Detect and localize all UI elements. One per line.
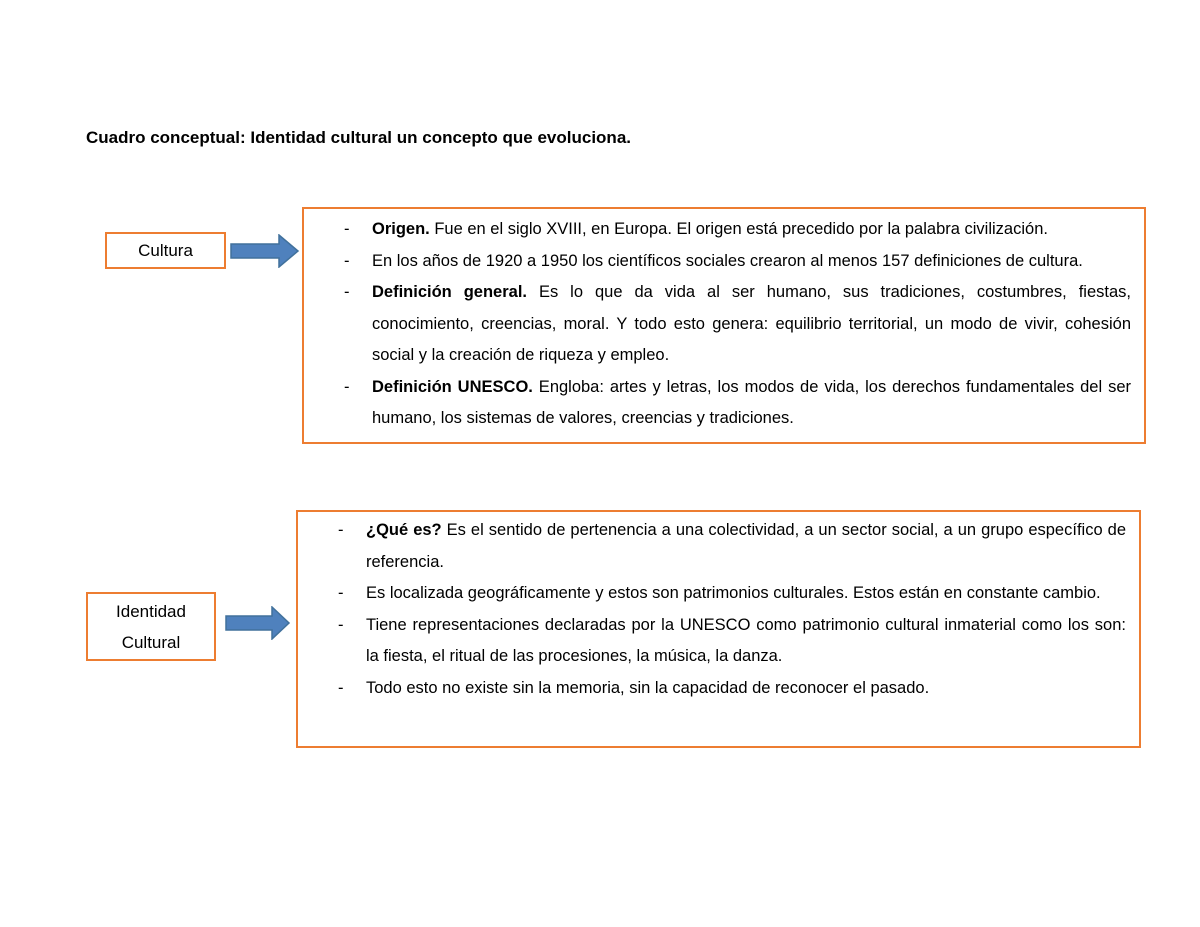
item-text: Todo esto no existe sin la memoria, sin la capacidad de reconocer el pasado. <box>366 678 930 697</box>
bullet-dash: - <box>344 377 350 396</box>
list-item <box>344 246 1131 278</box>
bullet-dash: - <box>338 615 344 634</box>
item-text: Engloba: artes y letras, los modos de vida, los derechos fundamentales del ser humano, los sistemas de valores, creencias y tradiciones. <box>372 377 1132 427</box>
list-item <box>344 372 1131 435</box>
item-text: Es el sentido de pertenencia a una colectividad, a un sector social, a un grupo específico de referencia. <box>366 521 1126 571</box>
concept-box-identidad-cultural <box>86 592 216 661</box>
concept-label-line2: Cultural <box>121 632 181 652</box>
item-heading: Definición UNESCO. <box>372 377 533 396</box>
concept-box-cultura <box>105 232 226 269</box>
list-item <box>338 610 1126 673</box>
bullet-dash: - <box>338 678 344 697</box>
right-arrow-icon <box>230 234 300 268</box>
definition-list <box>338 515 1126 704</box>
bullet-dash: - <box>344 251 350 270</box>
right-arrow-icon <box>225 606 291 640</box>
bullet-dash: - <box>344 220 350 238</box>
concept-label-line1: Identidad <box>116 601 186 621</box>
concept-label: Cultura <box>138 241 193 260</box>
item-text: Es localizada geográficamente y estos son patrimonios culturales. Estos están en constante cambio. <box>366 584 1101 602</box>
item-text: Fue en el siglo XVIII, en Europa. El origen está precedido por la palabra civilización. <box>429 220 1048 238</box>
item-heading: Definición general. <box>372 283 527 301</box>
item-heading: ¿Qué es? <box>366 521 442 539</box>
item-text: Tiene representaciones declaradas por la UNESCO como patrimonio cultural inmaterial como los son: la fiesta, el ritual de las procesiones, la música, la danza. <box>366 615 1126 665</box>
item-heading: Origen. <box>372 220 430 238</box>
page-title: Cuadro conceptual: Identidad cultural un concepto que evoluciona. <box>86 128 631 147</box>
definition-box-identidad-cultural <box>296 510 1141 748</box>
arrow-shape <box>226 607 289 639</box>
bullet-dash: - <box>338 584 344 602</box>
bullet-dash: - <box>338 521 344 539</box>
list-item <box>344 214 1131 246</box>
list-item <box>338 515 1126 578</box>
arrow-shape <box>231 235 298 267</box>
list-item <box>338 673 1126 705</box>
list-item <box>338 578 1126 610</box>
list-item <box>344 277 1131 372</box>
item-text: Es lo que da vida al ser humano, sus tradiciones, costumbres, fiestas, conocimiento, creencias, moral. Y todo esto genera: equilibrio territorial, un modo de vivir, cohesión social y la creación de riqueza y empleo. <box>372 283 1131 364</box>
item-text: En los años de 1920 a 1950 los científicos sociales crearon al menos 157 definiciones de cultura. <box>372 251 1083 270</box>
definition-box-cultura <box>302 207 1146 444</box>
definition-list <box>344 214 1131 435</box>
bullet-dash: - <box>344 283 350 301</box>
